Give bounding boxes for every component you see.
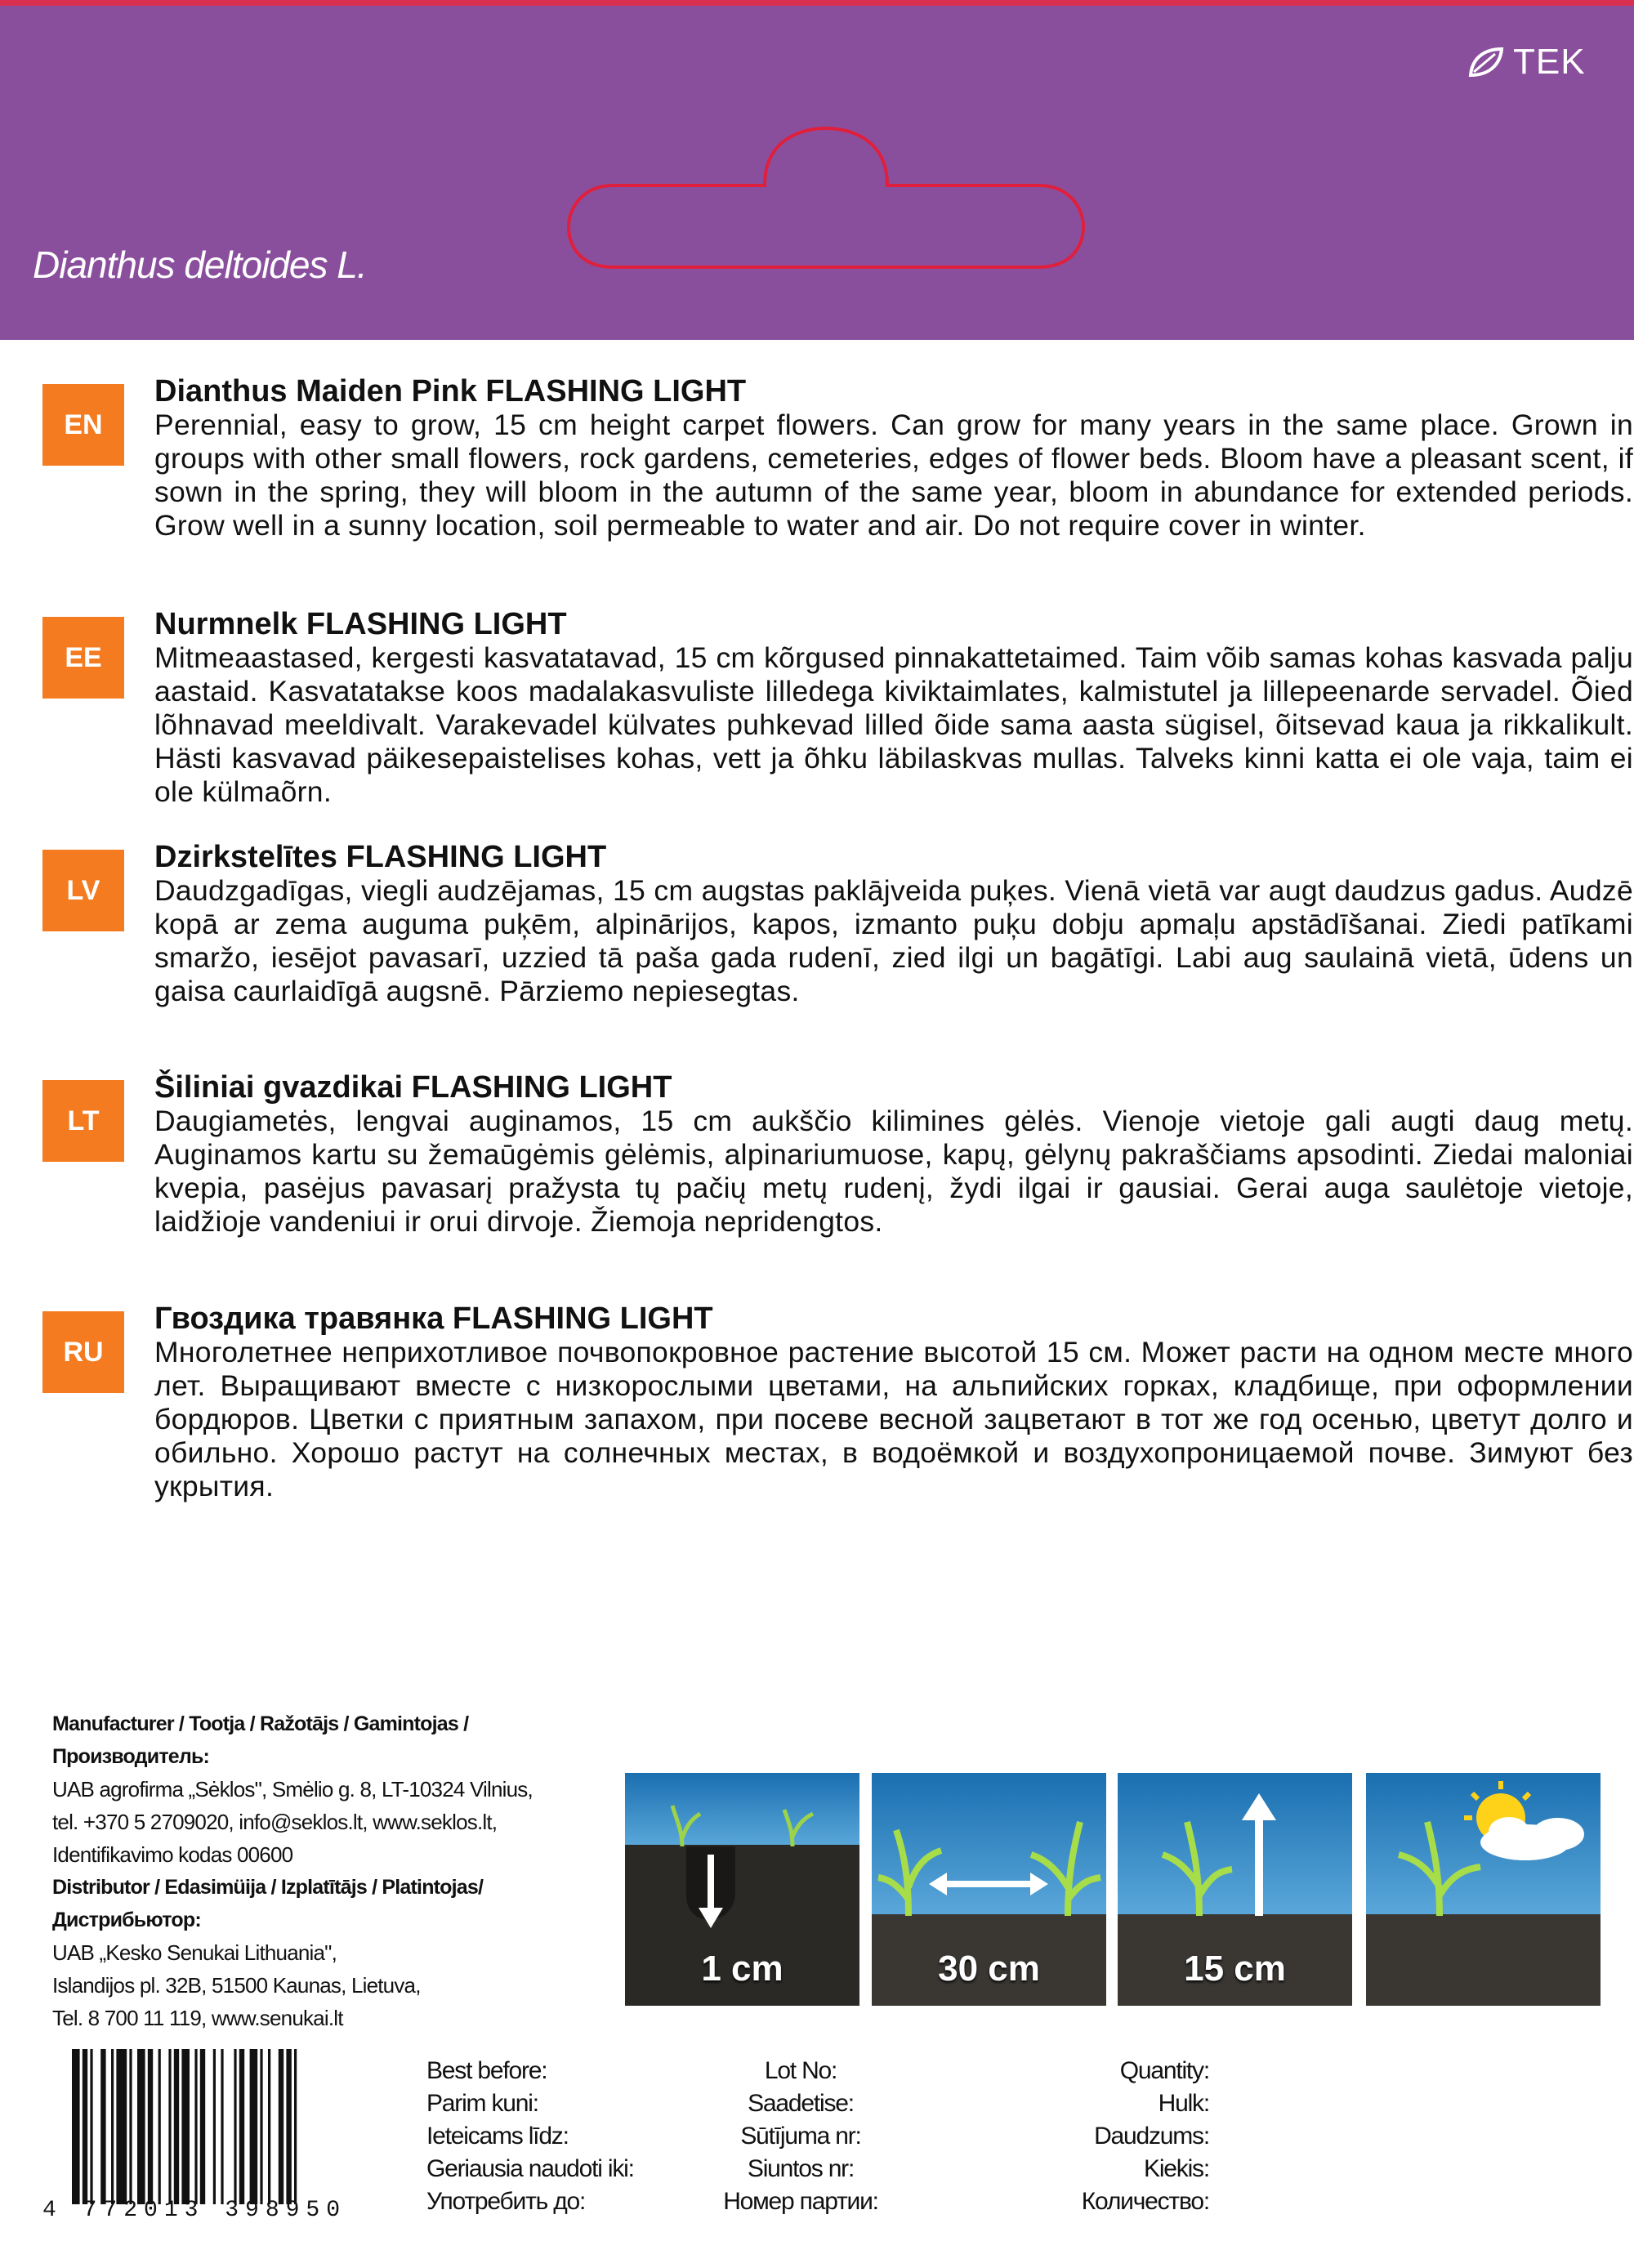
language-badge: EE bbox=[42, 617, 124, 699]
hang-hole-outline bbox=[560, 120, 1092, 275]
brand-name: TEK bbox=[1513, 42, 1586, 82]
language-badge: LT bbox=[42, 1080, 124, 1162]
barcode-bar bbox=[213, 2049, 216, 2204]
leaf-icon bbox=[1467, 46, 1505, 78]
barcode-bar bbox=[174, 2049, 179, 2204]
best-before-ru: Употребить до: bbox=[426, 2188, 586, 2215]
sowing-depth-icon bbox=[625, 1773, 859, 2006]
lot-ee: Saadetise: bbox=[748, 2090, 854, 2117]
manufacturer-contact: tel. +370 5 2709020, info@seklos.lt, www.seklos.lt, bbox=[52, 1810, 498, 1834]
quantity-lv: Daudzums: bbox=[1094, 2123, 1209, 2150]
distributor-name: UAB „Kesko Senukai Lithuania", bbox=[52, 1940, 337, 1965]
best-before-lv: Ieteicams līdz: bbox=[426, 2123, 569, 2150]
barcode-bar bbox=[129, 2049, 132, 2204]
distributor-address: Islandijos pl. 32B, 51500 Kaunas, Lietuva, bbox=[52, 1973, 421, 1998]
best-before-ee: Parim kuni: bbox=[426, 2090, 538, 2117]
barcode-bar bbox=[111, 2049, 114, 2204]
section-title: Dianthus Maiden Pink FLASHING LIGHT bbox=[154, 374, 747, 409]
barcode-bar bbox=[286, 2049, 291, 2204]
manufacturer-heading: Manufacturer / Tootja / Ražotājs / Gamintojas /Производитель: bbox=[52, 1712, 469, 1768]
lot-labels bbox=[678, 2055, 923, 2218]
barcode-bar bbox=[294, 2049, 297, 2204]
barcode-bar bbox=[72, 2049, 80, 2204]
language-badge: LV bbox=[42, 850, 124, 931]
language-badge: RU bbox=[42, 1311, 124, 1393]
section-text: Perennial, easy to grow, 15 cm height carpet flowers. Can grow for many years in the same place. Grown in groups with other small flowers, rock gardens, cemeteries, edges of flower beds. Bloom have a pleasant scent, if sown in the spring, they will bloom in the autumn of the same year, bloom in abundance for extended periods. Grow well in a sunny location, soil permeable to water and air. Do not require cover in winter. bbox=[154, 409, 1633, 542]
barcode-bar bbox=[268, 2049, 270, 2204]
barcode-bar bbox=[148, 2049, 153, 2204]
barcode-digits: 4 772013 398950 bbox=[42, 2198, 347, 2223]
barcode-bar bbox=[90, 2049, 92, 2204]
plant-height-label: 15 cm bbox=[1184, 1949, 1286, 1989]
quantity-ru: Количество: bbox=[1081, 2188, 1209, 2215]
section-title: Nurmnelk FLASHING LIGHT bbox=[154, 607, 567, 641]
distributor-contact: Tel. 8 700 11 119, www.senukai.lt bbox=[52, 2006, 343, 2030]
latin-name: Dianthus deltoides L. bbox=[33, 243, 367, 286]
quantity-labels bbox=[1021, 2055, 1209, 2218]
barcode-bar bbox=[181, 2049, 190, 2204]
lot-lv: Sūtījuma nr: bbox=[740, 2123, 861, 2150]
barcode-bar bbox=[239, 2049, 244, 2204]
best-before-lt: Geriausia naudoti iki: bbox=[426, 2155, 634, 2182]
top-border bbox=[0, 0, 1634, 6]
header-band bbox=[0, 6, 1634, 340]
quantity-en: Quantity: bbox=[1119, 2057, 1209, 2084]
quantity-ee: Hulk: bbox=[1158, 2090, 1209, 2117]
barcode-bar bbox=[137, 2049, 145, 2204]
manufacturer-address: UAB agrofirma „Sėklos", Smėlio g. 8, LT-10324 Vilnius, bbox=[52, 1777, 533, 1801]
plant-height-icon bbox=[1118, 1773, 1352, 2006]
manufacturer-id: Identifikavimo kodas 00600 bbox=[52, 1842, 293, 1867]
barcode-bar bbox=[194, 2049, 197, 2204]
sowing-depth-label: 1 cm bbox=[701, 1949, 784, 1989]
barcode-bar bbox=[234, 2049, 236, 2204]
lot-ru: Номер партии: bbox=[723, 2188, 878, 2215]
barcode-bar bbox=[260, 2049, 262, 2204]
section-text: Daugiametės, lengvai auginamos, 15 cm aukščio kilimines gėlės. Vienoje vietoje gali augti daug metų. Auginamos kartu su žemaūgėmis gėlėmis, alpinariumuose, kapų, gėlynų pakraščiams apsodinti. Ziedai maloniai kvepia, pasėjus pavasarį pražysta tų pačių metų rudenį, žydi ilgai ir gausiai. Gerai auga saulėtoje vietoje, laidžioje vandeniui ir orui dirvoje. Žiemoja nepridengtos. bbox=[154, 1105, 1633, 1238]
best-before-en: Best before: bbox=[426, 2057, 547, 2084]
language-badge: EN bbox=[42, 384, 124, 466]
barcode bbox=[72, 2049, 382, 2212]
barcode-bar bbox=[200, 2049, 205, 2204]
barcode-bar bbox=[100, 2049, 105, 2204]
barcode-bar bbox=[116, 2049, 127, 2204]
barcode-bar bbox=[168, 2049, 171, 2204]
sunny-location-icon bbox=[1366, 1773, 1601, 2006]
distributor-heading: Distributor / Edasimüija / Izplatītājs / Platintojas/ Дистрибьютор: bbox=[52, 1876, 484, 1931]
barcode-bar bbox=[250, 2049, 258, 2204]
lot-en: Lot No: bbox=[764, 2057, 837, 2084]
barcode-bar bbox=[221, 2049, 223, 2204]
plant-spacing-label: 30 cm bbox=[938, 1949, 1040, 1989]
section-text: Daudzgadīgas, viegli audzējamas, 15 cm augstas paklājveida puķes. Vienā vietā var augt daudzus gadus. Audzē kopā ar zema auguma puķēm, alpinārijos, kapos, izmanto puķu dobju apmaļu apstādīšanai. Ziedi patīkami smaržo, iesējot pavasarī, uzzied tā paša gada rudenī, zied ilgi un bagātīgi. Labi aug saulainā vietā, ūdens un gaisa caurlaidīgā augsnē. Pārziemo nepiesegtas. bbox=[154, 874, 1633, 1007]
barcode-bar bbox=[83, 2049, 87, 2204]
quantity-lt: Kiekis: bbox=[1144, 2155, 1209, 2182]
lot-lt: Siuntos nr: bbox=[747, 2155, 855, 2182]
manufacturer-info bbox=[52, 1708, 624, 2034]
brand-logo bbox=[1467, 42, 1586, 83]
section-text: Mitmeaastased, kergesti kasvatatavad, 15 cm kõrgused pinnakattetaimed. Taim võib samas kohas kasvada palju aastaid. Kasvatatakse koos madalakasvuliste lilledega kiviktaimlates, kalmistutel ja lillepeenarde servadel. Õied lõhnavad meeldivalt. Varakevadel külvates puhkevad lilled õide sama aasta sügisel, õitsevad kaua ja rikkalikult. Hästi kasvavad päikesepaistelises kohas, vett ja õhku läbilaskvas mullas. Talveks kinni katta ei ole vaja, taim ei ole külmaõrn. bbox=[154, 641, 1633, 808]
barcode-bar bbox=[158, 2049, 161, 2204]
section-text: Многолетнее неприхотливое почвопокровное растение высотой 15 см. Может расти на одном месте много лет. Выращивают вместе с низкорослыми цветами, на альпийских горках, кладбище, при оформлении бордюров. Цветки с приятным запахом, при посеве весной зацветают в тот же год осенью, цветут долго и обильно. Хорошо растут на солнечных местах, в водоёмкой и воздухопроницаемой почве. Зимуют без укрытия. bbox=[154, 1336, 1633, 1502]
section-title: Гвоздика травянка FLASHING LIGHT bbox=[154, 1301, 713, 1336]
barcode-bar bbox=[279, 2049, 283, 2204]
best-before-labels bbox=[426, 2055, 634, 2218]
section-title: Šiliniai gvazdikai FLASHING LIGHT bbox=[154, 1070, 672, 1105]
section-title: Dzirkstelītes FLASHING LIGHT bbox=[154, 840, 607, 874]
plant-spacing-icon bbox=[872, 1773, 1106, 2006]
